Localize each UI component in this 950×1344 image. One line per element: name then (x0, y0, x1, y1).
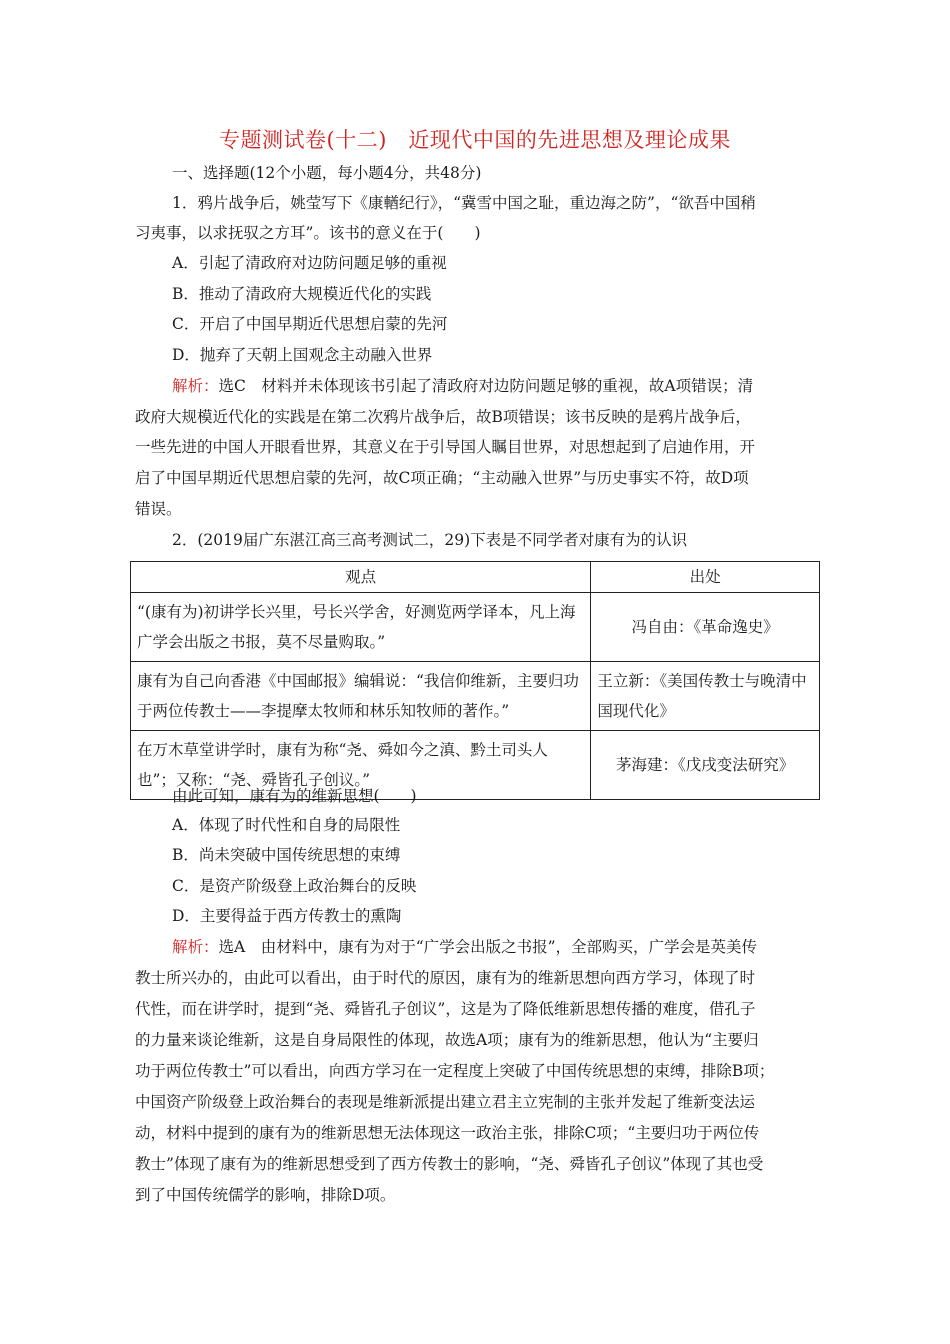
q1-option-d: D．抛弃了天朝上国观念主动融入世界 (172, 346, 433, 364)
table-cell-source: 冯自由：《革命逸史》 (591, 593, 820, 662)
q2-analysis-label: 解析： (172, 938, 219, 956)
q1-option-b: B．推动了清政府大规模近代化的实践 (172, 285, 432, 303)
table-header-view: 观点 (131, 562, 591, 593)
q2-after-table: 由此可知，康有为的维新思想( ) (172, 787, 417, 805)
q2-option-c: C．是资产阶级登上政治舞台的反映 (172, 877, 417, 895)
q1-analysis-text-1: 选C 材料并未体现该书引起了清政府对边防问题足够的重视，故A项错误；清 (218, 377, 754, 395)
table-cell-source: 茅海建：《戊戌变法研究》 (591, 731, 820, 800)
q2-analysis-line-3: 代性，而在讲学时，提到“尧、舜皆孔子创议”，这是为了降低维新思想传播的难度，借孔子 (135, 1000, 756, 1018)
q2-analysis-line-9: 到了中国传统儒学的影响，排除D项。 (135, 1186, 396, 1204)
q1-analysis-line-5: 错误。 (135, 500, 182, 518)
table-cell-view: “(康有为)初讲学长兴里，号长兴学舍，好测览两学译本，凡上海广学会出版之书报，莫不尽量购取。” (131, 593, 591, 662)
q2-analysis-line-5: 功于两位传教士”可以看出，向西方学习在一定程度上突破了中国传统思想的束缚，排除B项； (135, 1062, 775, 1080)
q1-option-a: A．引起了清政府对边防问题足够的重视 (172, 254, 447, 272)
section-heading: 一、选择题(12个小题，每小题4分，共48分) (172, 164, 482, 182)
table-row (131, 662, 820, 731)
q1-analysis-line-2: 政府大规模近代化的实践是在第二次鸦片战争后，故B项错误；该书反映的是鸦片战争后， (135, 408, 751, 426)
q1-analysis-line-4: 启了中国早期近代思想启蒙的先河，故C项正确；“主动融入世界”与历史事实不符，故D项 (135, 469, 749, 487)
q1-analysis-label: 解析： (172, 377, 219, 395)
q2-option-d: D．主要得益于西方传教士的熏陶 (172, 907, 402, 925)
q1-analysis-line-3: 一些先进的中国人开眼看世界，其意义在于引导国人瞩目世界，对思想起到了启迪作用，开 (135, 438, 756, 456)
table-cell-source: 王立新：《美国传教士与晚清中国现代化》 (591, 662, 820, 731)
q1-stem-line-1: 1．鸦片战争后，姚莹写下《康輶纪行》，“冀雪中国之耻，重边海之防”，“欲吾中国稍 (172, 194, 756, 212)
page-title: 专题测试卷(十二) 近现代中国的先进思想及理论成果 (219, 128, 731, 152)
q2-analysis-line-1 (172, 937, 757, 957)
q2-analysis-line-8: 教士”体现了康有为的维新思想受到了西方传教士的影响，“尧、舜皆孔子创议”体现了其也受 (135, 1155, 764, 1173)
q2-analysis-line-4: 的力量来谈论维新，这是自身局限性的体现，故选A项；康有为的维新思想，他认为“主要归 (135, 1031, 759, 1049)
q2-option-a: A．体现了时代性和自身的局限性 (172, 816, 401, 834)
q2-analysis-line-6: 中国资产阶级登上政治舞台的表现是维新派提出建立君主立宪制的主张并发起了维新变法运 (135, 1093, 756, 1111)
q2-analysis-text-1: 选A 由材料中，康有为对于“广学会出版之书报”，全部购买，广学会是英美传 (218, 938, 758, 956)
q1-analysis-line-1 (172, 376, 753, 396)
scholar-views-table (130, 561, 820, 800)
q1-option-c: C．开启了中国早期近代思想启蒙的先河 (172, 315, 448, 333)
table-header-source: 出处 (591, 562, 820, 593)
q2-option-b: B．尚未突破中国传统思想的束缚 (172, 846, 401, 864)
q2-stem: 2．(2019届广东湛江高三高考测试二，29)下表是不同学者对康有为的认识 (172, 531, 688, 549)
table-cell-view: 康有为自己向香港《中国邮报》编辑说：“我信仰维新，主要归功于两位传教士——李提摩太牧师和林乐知牧师的著作。” (131, 662, 591, 731)
table-header-row (131, 562, 820, 593)
table-row (131, 593, 820, 662)
q2-analysis-line-7: 动，材料中提到的康有为的维新思想无法体现这一政治主张，排除C项；“主要归功于两位传 (135, 1124, 760, 1142)
table-cell-view: 在万木草堂讲学时，康有为称“尧、舜如今之滇、黔土司头人也”；又称：“尧、舜皆孔子创议。” (131, 731, 591, 800)
q2-analysis-line-2: 教士所兴办的，由此可以看出，由于时代的原因，康有为的维新思想向西方学习，体现了时 (135, 969, 756, 987)
q1-stem-line-2: 习夷事，以求抚驭之方耳”。该书的意义在于( ) (135, 224, 481, 242)
